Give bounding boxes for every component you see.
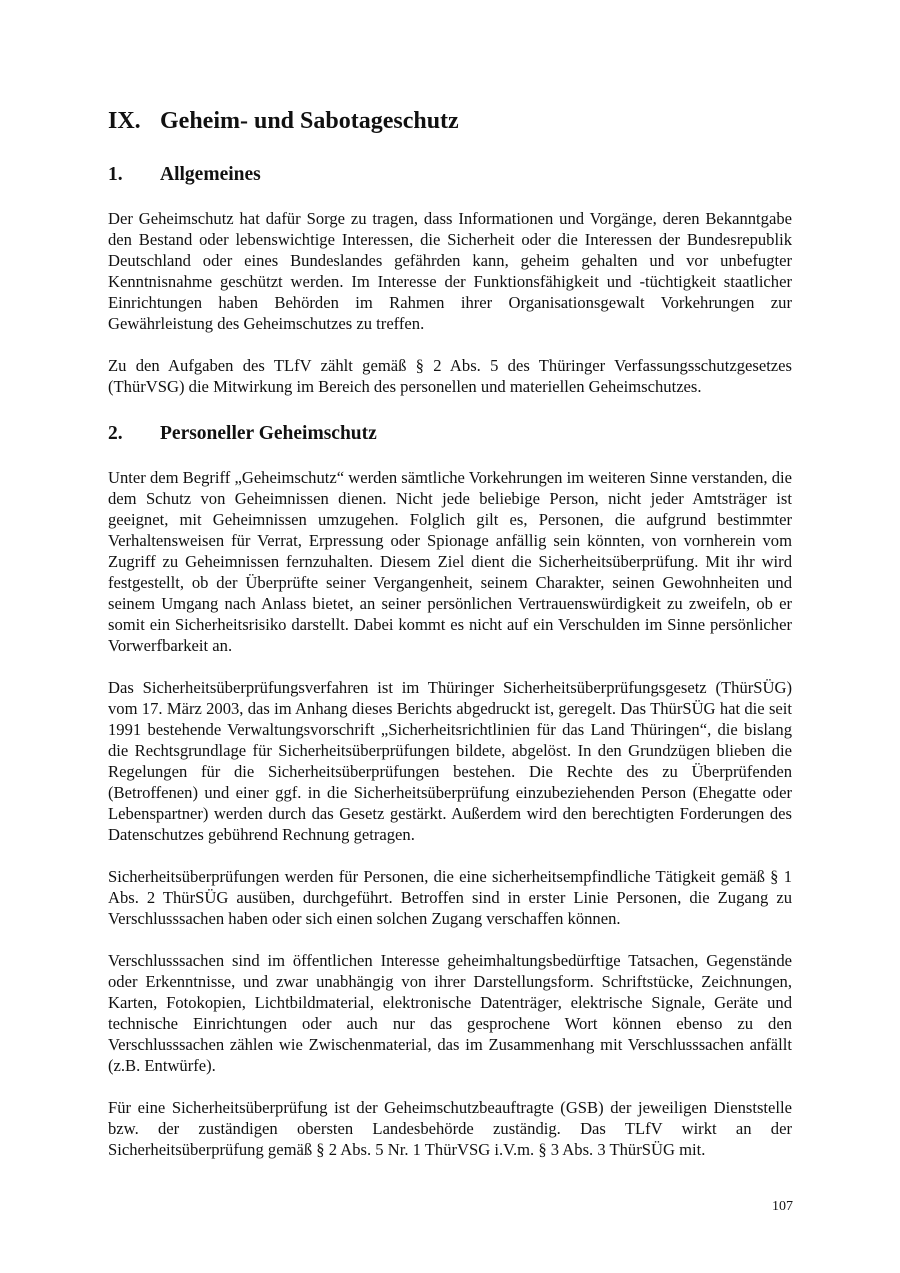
paragraph: Das Sicherheitsüberprüfungsverfahren ist im Thüringer Sicherheitsüberprüfungsgesetz (ThürSÜG) vom 17. März 2003, das im Anhang dieses Berichts abgedruckt ist, geregelt. Das ThürSÜG hat die seit 1991 bestehende Verwaltungsvorschrift „Sicherheitsrichtlinien für das Land Thüringen“, die bislang die Rechtsgrundlage für Sicherheitsüberprüfungen bildete, abgelöst. In den Grundzügen blieben die Regelungen für die Sicherheitsüberprüfungen bestehen. Die Rechte des zu Überprüfenden (Betroffenen) und einer ggf. in die Sicherheitsüberprüfung einzubeziehenden Person (Ehegatte oder Lebenspartner) werden durch das Gesetz gestärkt. Außerdem wird den berechtigten Forderungen des Datenschutzes gebührend Rechnung getragen. xyxy=(108,678,792,844)
section-number: 1. xyxy=(108,164,123,185)
paragraph: Der Geheimschutz hat dafür Sorge zu tragen, dass Informationen und Vorgänge, deren Bekanntgabe den Bestand oder lebenswichtige Interessen, die Sicherheit oder die Interessen der Bundesrepublik Deutschland oder eines Bundeslandes gefährden kann, geheim gehalten und vor unbefugter Kenntnisnahme geschützt werden. Im Interesse der Funktionsfähigkeit und -tüchtigkeit staatlicher Einrichtungen haben Behörden im Rahmen ihrer Organisationsgewalt Vorkehrungen zur Gewährleistung des Geheimschutzes zu treffen. xyxy=(108,209,792,333)
paragraph: Für eine Sicherheitsüberprüfung ist der Geheimschutzbeauftragte (GSB) der jeweiligen Dienststelle bzw. der zuständigen obersten Landesbehörde zuständig. Das TLfV wirkt an der Sicherheitsüberprüfung gemäß § 2 Abs. 5 Nr. 1 ThürVSG i.V.m. § 3 Abs. 3 ThürSÜG mit. xyxy=(108,1098,792,1159)
section-title: Personeller Geheimschutz xyxy=(160,423,377,444)
section-heading xyxy=(108,162,792,188)
chapter-number: IX. xyxy=(108,108,141,134)
chapter-heading xyxy=(108,106,792,136)
paragraph: Unter dem Begriff „Geheimschutz“ werden sämtliche Vorkehrungen im weiteren Sinne verstanden, die dem Schutz von Geheimnissen dienen. Nicht jede beliebige Person, nicht jeder Amtsträger ist geeignet, mit Geheimnissen umzugehen. Folglich gilt es, Personen, die aufgrund bestimmter Verhaltensweisen für Verrat, Erpressung oder Spionage anfällig sein könnten, von vornherein vom Zugriff zu Geheimnissen fernzuhalten. Diesem Ziel dient die Sicherheitsüberprüfung. Mit ihr wird festgestellt, ob der Überprüfte seiner Vergangenheit, seinem Charakter, seinen Gewohnheiten und seinem Umgang nach Anlass bietet, an seiner persönlichen Vertrauenswürdigkeit zu zweifeln, ob er somit ein Sicherheitsrisiko darstellt. Dabei kommt es nicht auf ein Verschulden im Sinne persönlicher Vorwerfbarkeit an. xyxy=(108,468,792,655)
section-heading xyxy=(108,421,792,447)
section-number: 2. xyxy=(108,423,123,444)
section-title: Allgemeines xyxy=(160,164,261,185)
section-personeller-geheimschutz xyxy=(108,421,792,1160)
paragraph: Sicherheitsüberprüfungen werden für Personen, die eine sicherheitsempfindliche Tätigkeit gemäß § 1 Abs. 2 ThürSÜG ausüben, durchgeführt. Betroffen sind in erster Linie Personen, die Zugang zu Verschlusssachen haben oder sich einen solchen Zugang verschaffen können. xyxy=(108,867,792,928)
paragraph: Verschlusssachen sind im öffentlichen Interesse geheimhaltungsbedürftige Tatsachen, Gegenstände oder Erkenntnisse, und zwar unabhängig von ihrer Darstellungsform. Schriftstücke, Zeichnungen, Karten, Fotokopien, Lichtbildmaterial, elektronische Datenträger, elektrische Signale, Geräte und technische Einrichtungen oder auch nur das gesprochene Wort können ebenso zu den Verschlusssachen zählen wie Zwischenmaterial, das im Zusammenhang mit Verschlusssachen anfällt (z.B. Entwürfe). xyxy=(108,951,792,1075)
section-allgemeines xyxy=(108,162,792,397)
page-number: 107 xyxy=(772,1199,793,1214)
paragraph: Zu den Aufgaben des TLfV zählt gemäß § 2 Abs. 5 des Thüringer Verfassungsschutzgesetzes (ThürVSG) die Mitwirkung im Bereich des personellen und materiellen Geheimschutzes. xyxy=(108,356,792,396)
chapter-title: Geheim- und Sabotageschutz xyxy=(160,108,459,134)
